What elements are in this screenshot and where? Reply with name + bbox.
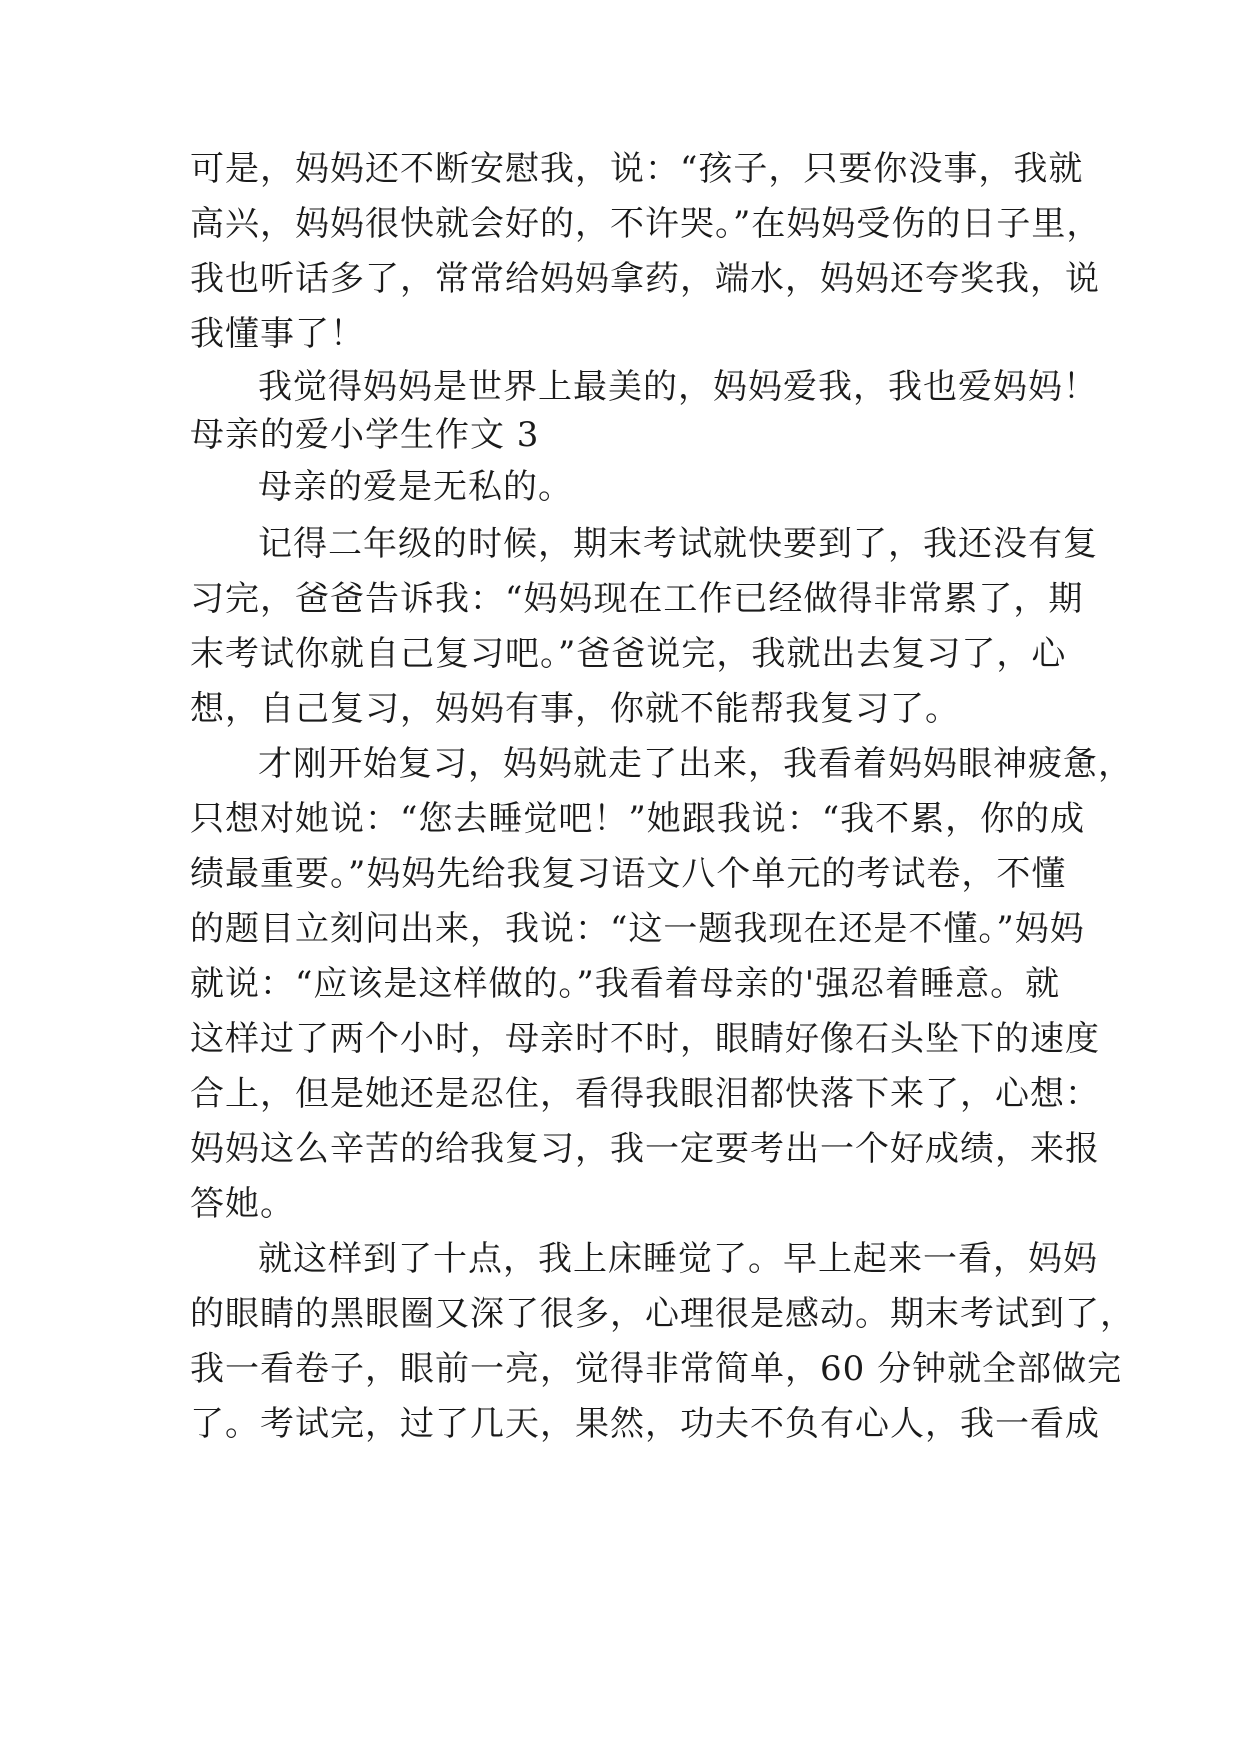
paragraph-first-line: 我觉得妈妈是世界上最美的，妈妈爱我，我也爱妈妈！ bbox=[258, 367, 1098, 407]
paragraph-first-line: 才刚开始复习，妈妈就走了出来，我看着妈妈眼神疲惫， bbox=[258, 744, 1133, 784]
text-line: 可是，妈妈还不断安慰我，说：“孩子，只要你没事，我就 bbox=[190, 149, 1084, 189]
paragraph-first-line: 就这样到了十点，我上床睡觉了。早上起来一看，妈妈 bbox=[258, 1239, 1098, 1279]
text-line: 末考试你就自己复习吧。”爸爸说完，我就出去复习了，心 bbox=[190, 634, 1067, 674]
text-line: 答她。 bbox=[190, 1184, 295, 1224]
text-line: 合上，但是她还是忍住，看得我眼泪都快落下来了，心想： bbox=[190, 1074, 1100, 1114]
text-line: 习完，爸爸告诉我：“妈妈现在工作已经做得非常累了，期 bbox=[190, 579, 1084, 619]
text-line: 我也听话多了，常常给妈妈拿药，端水，妈妈还夸奖我，说 bbox=[190, 259, 1100, 299]
paragraph-first-line: 记得二年级的时候，期末考试就快要到了，我还没有复 bbox=[258, 524, 1098, 564]
text-line: 高兴，妈妈很快就会好的，不许哭。”在妈妈受伤的日子里， bbox=[190, 204, 1102, 244]
paragraph-first-line: 母亲的爱是无私的。 bbox=[258, 467, 573, 507]
text-line: 妈妈这么辛苦的给我复习，我一定要考出一个好成绩，来报 bbox=[190, 1129, 1100, 1169]
text-line: 绩最重要。”妈妈先给我复习语文八个单元的考试卷，不懂 bbox=[190, 854, 1067, 894]
text-line: 了。考试完，过了几天，果然，功夫不负有心人，我一看成 bbox=[190, 1404, 1100, 1444]
text-line: 想，自己复习，妈妈有事，你就不能帮我复习了。 bbox=[190, 689, 960, 729]
text-line: 我懂事了！ bbox=[190, 314, 365, 354]
text-line: 的题目立刻问出来，我说：“这一题我现在还是不懂。”妈妈 bbox=[190, 909, 1085, 949]
text-line: 只想对她说：“您去睡觉吧！”她跟我说：“我不累，你的成 bbox=[190, 799, 1086, 839]
text-line: 我一看卷子，眼前一亮，觉得非常简单，60 分钟就全部做完 bbox=[190, 1349, 1123, 1389]
section-heading: 母亲的爱小学生作文 3 bbox=[190, 415, 540, 455]
text-line: 的眼睛的黑眼圈又深了很多，心理很是感动。期末考试到了， bbox=[190, 1294, 1135, 1334]
text-line: 就说：“应该是这样做的。”我看着母亲的'强忍着睡意。就 bbox=[190, 964, 1061, 1004]
text-line: 这样过了两个小时，母亲时不时，眼睛好像石头坠下的速度 bbox=[190, 1019, 1100, 1059]
